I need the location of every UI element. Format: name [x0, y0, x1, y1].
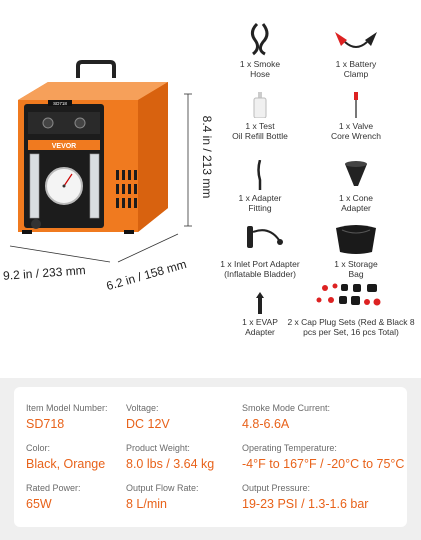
oil-bottle-icon	[252, 92, 268, 118]
accessory-valve-core-wrench	[318, 92, 394, 141]
accessory-label: 1 x Smoke Hose	[239, 59, 281, 79]
accessory-cap-plug-sets	[286, 282, 416, 337]
accessory-label: 1 x EVAP Adapter	[242, 317, 278, 337]
spec-value: Black, Orange	[26, 457, 106, 471]
spec-pressure	[242, 483, 368, 512]
spec-weight	[126, 443, 214, 472]
accessory-label: 1 x Storage Bag	[334, 259, 378, 279]
spec-smoke-current	[242, 403, 330, 432]
height-dimension	[197, 98, 217, 218]
spec-value: SD718	[26, 417, 65, 431]
accessory-oil-bottle	[222, 92, 298, 141]
spec-value: 65W	[26, 497, 52, 511]
spec-label: Output Pressure:	[242, 483, 311, 493]
width-dimension: 9.2 in / 233 mm	[2, 263, 87, 283]
evap-adapter-icon	[254, 292, 266, 314]
spec-label: Output Flow Rate:	[126, 483, 199, 493]
accessory-storage-bag	[318, 222, 394, 279]
spec-label: Rated Power:	[26, 483, 81, 493]
accessory-label: 1 x Inlet Port Adapter (Inflatable Bladder)	[220, 259, 300, 279]
storage-bag-icon	[332, 222, 380, 256]
accessory-cone-adapter	[318, 160, 394, 213]
spec-label: Item Model Number:	[26, 403, 108, 413]
accessory-smoke-hose	[222, 22, 298, 79]
spec-label: Smoke Mode Current:	[242, 403, 331, 413]
spec-value: 8 L/min	[126, 497, 167, 511]
height-dimension-label: 8.4 in / 213 mm	[200, 115, 214, 199]
brand-logo: VEVOR	[51, 143, 77, 150]
spec-temperature	[242, 443, 404, 472]
smoke-hose-icon	[245, 22, 275, 56]
accessory-label: 1 x Battery Clamp	[335, 59, 377, 79]
spec-label: Product Weight:	[126, 443, 190, 453]
accessory-adapter-fitting	[222, 160, 298, 213]
model-badge: SD718	[53, 101, 67, 106]
inlet-port-adapter-icon	[235, 222, 285, 256]
adapter-fitting-icon	[255, 160, 265, 190]
depth-dimension: 6.2 in / 158 mm	[104, 256, 189, 294]
accessory-inlet-port-adapter	[210, 222, 310, 279]
battery-clamp-icon	[331, 22, 381, 56]
accessory-label: 1 x Cone Adapter	[338, 193, 374, 213]
spec-label: Color:	[26, 443, 51, 453]
cap-plug-sets-icon	[311, 282, 391, 314]
spec-value: 8.0 lbs / 3.64 kg	[126, 457, 215, 471]
spec-label: Voltage:	[126, 403, 159, 413]
accessory-battery-clamp	[318, 22, 394, 79]
spec-model	[26, 403, 108, 432]
spec-voltage	[126, 403, 170, 432]
accessory-label: 1 x Valve Core Wrench	[331, 121, 381, 141]
spec-color	[26, 443, 105, 472]
accessory-label: 2 x Cap Plug Sets (Red & Black 8 pcs per Set, 16 pcs Total)	[287, 317, 415, 337]
spec-power	[26, 483, 81, 512]
spec-value: 19-23 PSI / 1.3-1.6 bar	[242, 497, 369, 511]
accessory-label: 1 x Test Oil Refill Bottle	[232, 121, 288, 141]
spec-value: DC 12V	[126, 417, 170, 431]
accessory-label: 1 x Adapter Fitting	[238, 193, 282, 213]
cone-adapter-icon	[343, 160, 369, 190]
spec-value: -4°F to 167°F / -20°C to 75°C	[242, 457, 405, 471]
valve-core-wrench-icon	[351, 92, 361, 118]
spec-label: Operating Temperature:	[242, 443, 337, 453]
spec-value: 4.8-6.6A	[242, 417, 290, 431]
spec-card	[14, 387, 407, 527]
specifications-section	[0, 378, 421, 540]
spec-flow-rate	[126, 483, 199, 512]
